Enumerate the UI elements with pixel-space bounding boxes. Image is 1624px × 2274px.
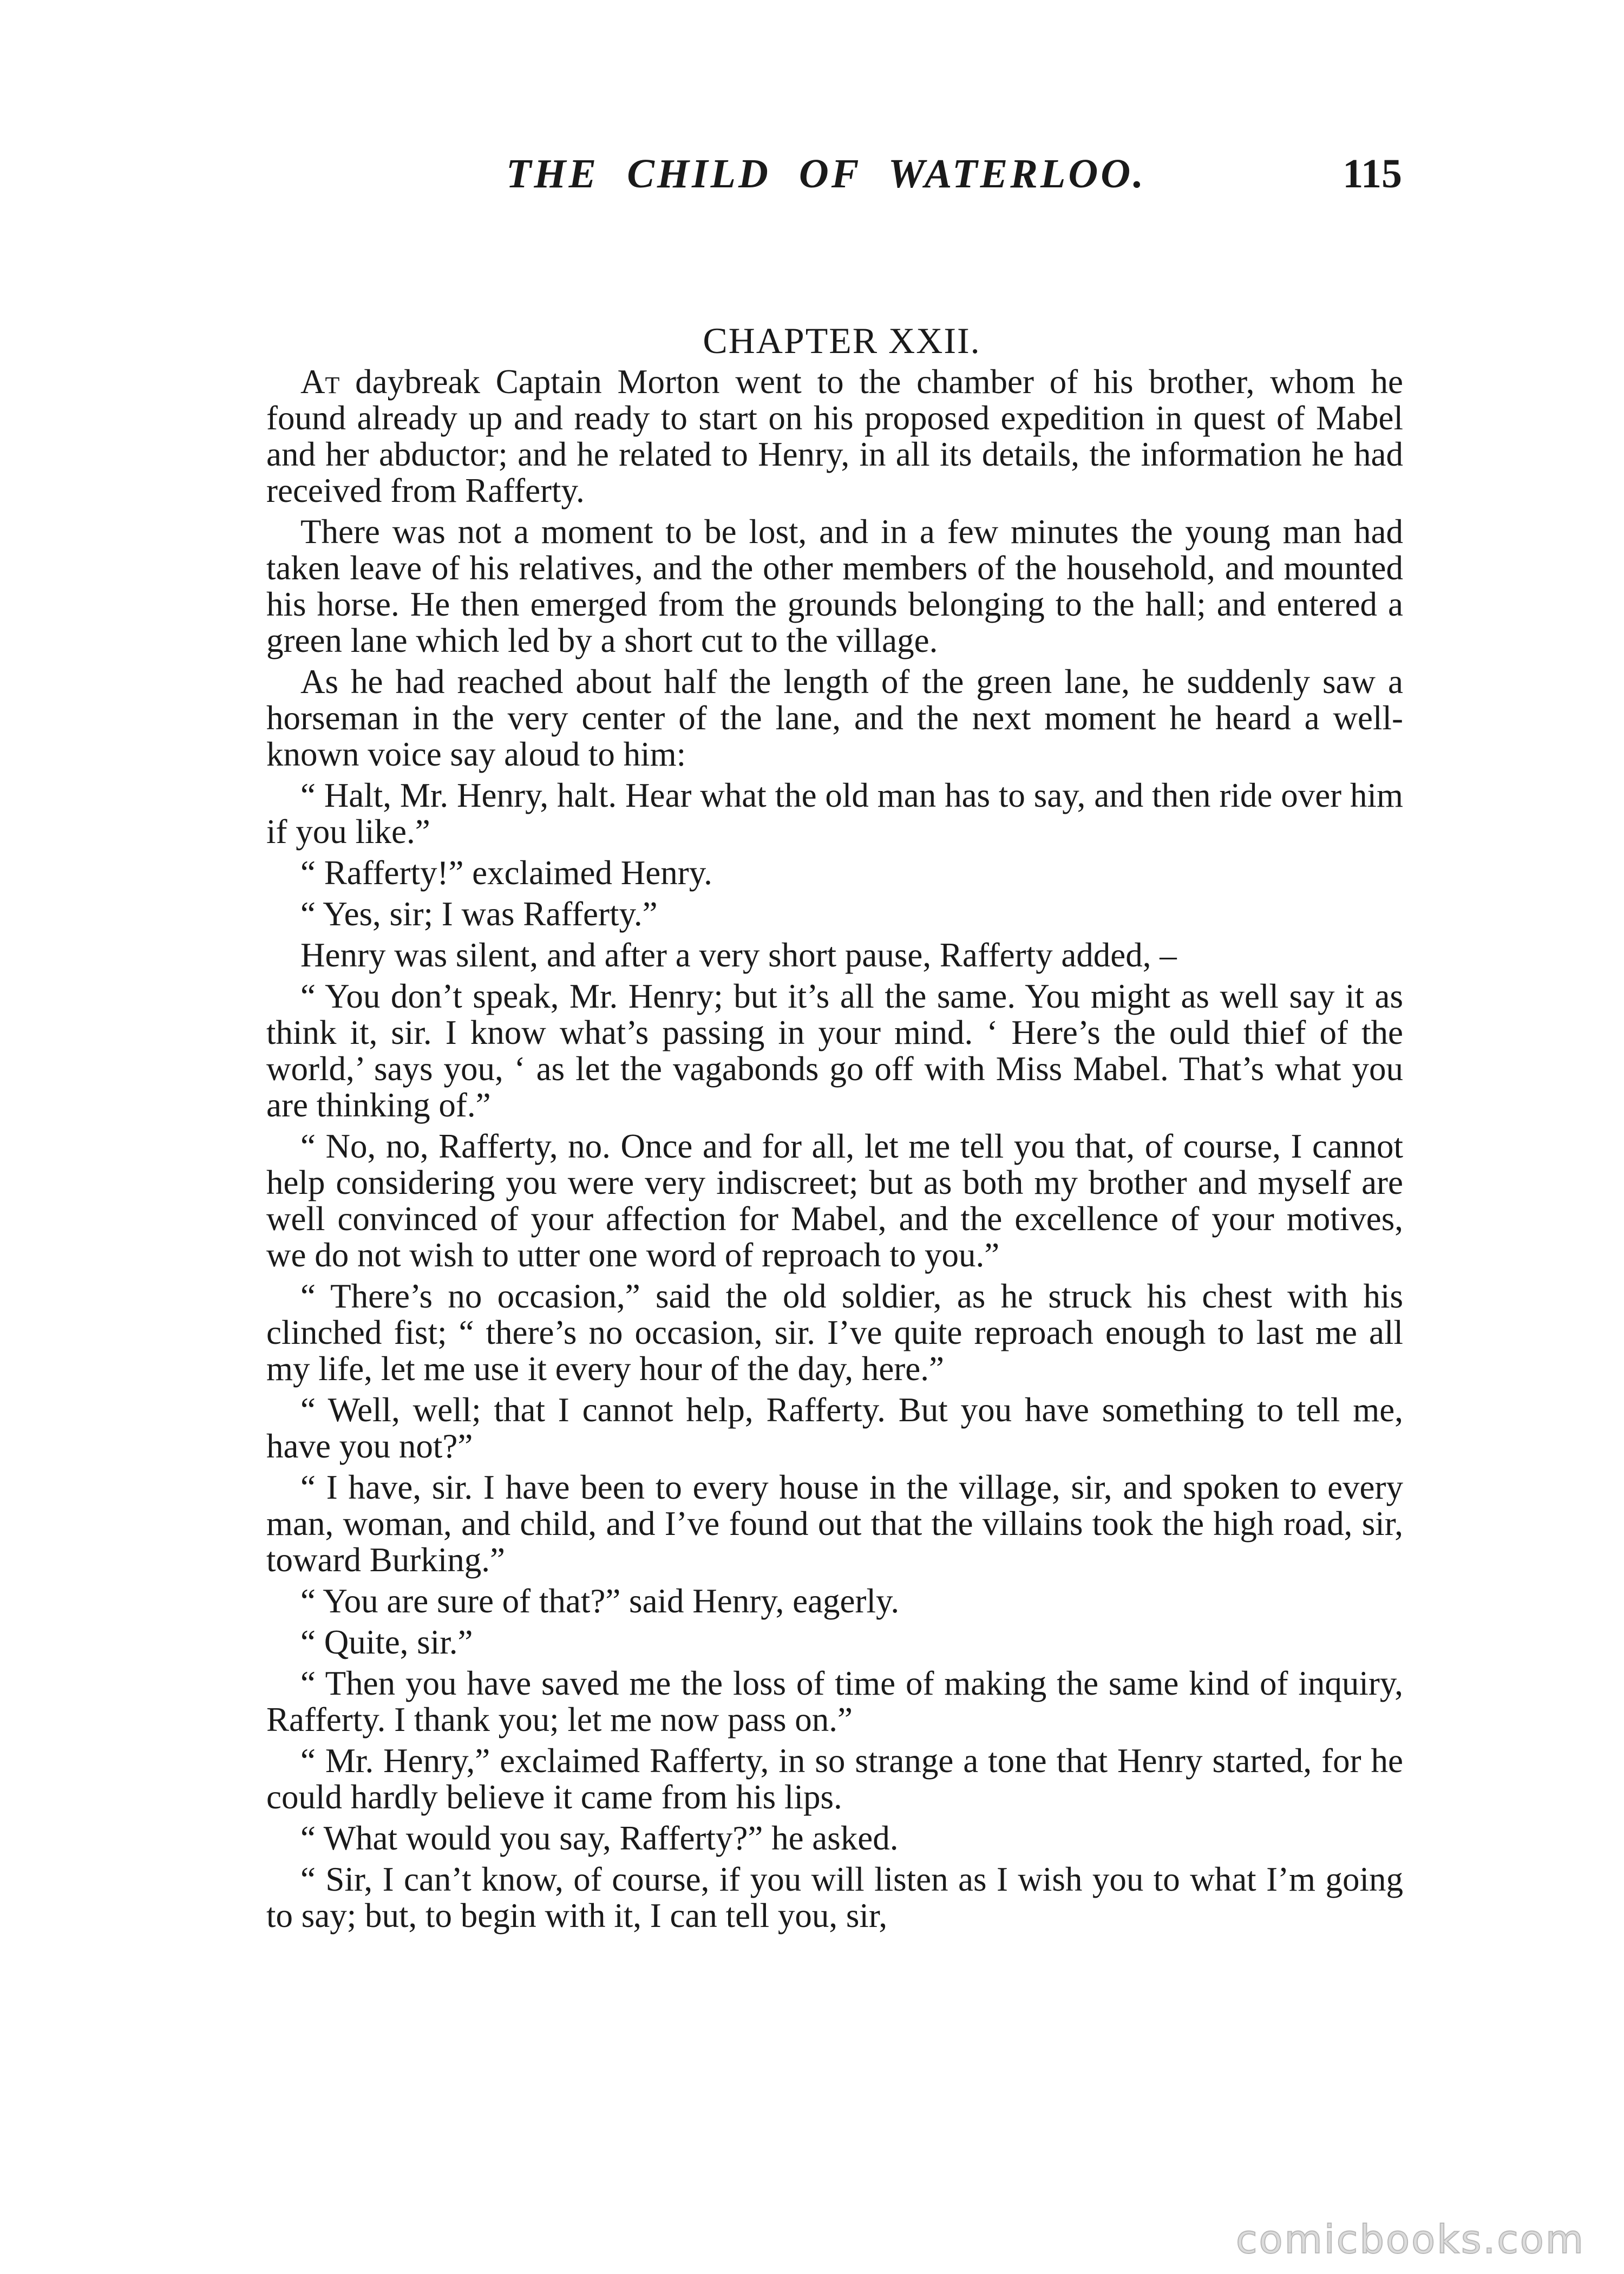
chapter-body (266, 364, 1403, 1939)
paragraph: “ There’s no occasion,” said the old soldier, as he struck his chest with his clinched fist; “ there’s no occasion, sir. I’ve quite reproach enough to last me all my life, let me use it every hour of the day, here.” (266, 1277, 1403, 1388)
paragraph: “ Sir, I can’t know, of course, if you will listen as I wish you to what I’m going to say; but, to begin with it, I can tell you, sir, (266, 1860, 1403, 1935)
running-head (265, 151, 1402, 199)
paragraph: “ I have, sir. I have been to every house in the village, sir, and spoken to every man, woman, and child, and I’ve found out that the villains took the high road, sir, toward Burking.” (266, 1468, 1403, 1579)
paragraph: “ Well, well; that I cannot help, Rafferty. But you have something to tell me, have you not?” (266, 1391, 1403, 1465)
page-number: 115 (1343, 151, 1402, 197)
paragraph: “ What would you say, Rafferty?” he asked. (300, 1819, 899, 1857)
paragraph: “ Then you have saved me the loss of time of making the same kind of inquiry, Rafferty. I thank you; let me now pass on.” (266, 1664, 1403, 1739)
paragraph: “ Halt, Mr. Henry, halt. Hear what the old man has to say, and then ride over him if you like.” (266, 776, 1403, 851)
paragraph (266, 364, 1403, 509)
chapter-heading: CHAPTER XXII. (703, 320, 981, 361)
paragraph: “ Quite, sir.” (300, 1623, 473, 1661)
paragraph: “ Yes, sir; I was Rafferty.” (300, 895, 658, 933)
paragraph: As he had reached about half the length of the green lane, he suddenly saw a horseman in the very center of the lane, and the next moment he heard a well-known voice say aloud to him: (266, 663, 1403, 773)
paragraph: “ No, no, Rafferty, no. Once and for all, let me tell you that, of course, I cannot help considering you were very indiscreet; but as both my brother and myself are well convinced of your affection for Mabel, and the excellence of your motives, we do not wish to utter one word of reproach to you.” (266, 1127, 1403, 1274)
paragraph: “ You are sure of that?” said Henry, eagerly. (300, 1582, 900, 1620)
paragraph: “ Rafferty!” exclaimed Henry. (300, 854, 712, 892)
paragraph: “ Mr. Henry,” exclaimed Rafferty, in so strange a tone that Henry started, for he could hardly believe it came from his lips. (266, 1742, 1403, 1816)
watermark: comicbooks.com (1235, 2217, 1585, 2262)
paragraph: “ You don’t speak, Mr. Henry; but it’s all the same. You might as well say it as think it, sir. I know what’s passing in your mind. ‘ Here’s the ould thief of the world,’ says you, ‘ as let the vagabonds go off with Miss Mabel. That’s what you are thinking of.” (266, 977, 1403, 1124)
paragraph-text: daybreak Captain Morton went to the chamber of his brother, whom he found already up and ready to start on his proposed expedition in quest of Mabel and her abductor; and he related to Henry, in all its details, the information he had received from Rafferty. (266, 363, 1403, 509)
paragraph: There was not a moment to be lost, and in a few minutes the young man had taken leave of his relatives, and the other members of the household, and mounted his horse. He then emerged from the grounds belonging to the hall; and entered a green lane which led by a short cut to the village. (266, 513, 1403, 659)
lead-in-word: At (300, 363, 340, 401)
paragraph: Henry was silent, and after a very short pause, Rafferty added, – (300, 936, 1177, 974)
running-title: THE CHILD OF WATERLOO. (506, 151, 1147, 197)
